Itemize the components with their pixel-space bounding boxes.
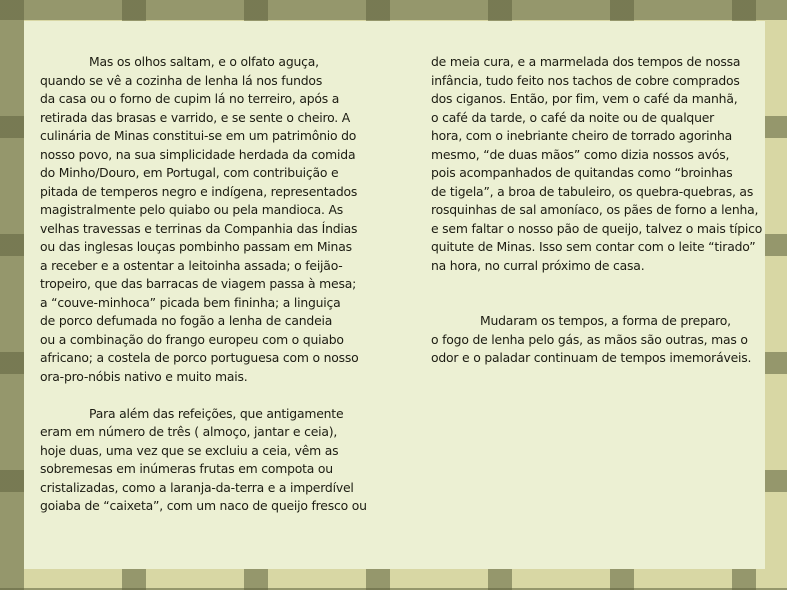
text-line: dos ciganos. Então, por fim, vem o café da manhã, <box>431 91 738 106</box>
text-line: pois acompanhados de quitandas como “broinhas <box>431 165 733 180</box>
text-line: o fogo de lenha pelo gás, as mãos são outras, mas o <box>431 331 748 347</box>
left-paragraph-2 <box>40 405 375 516</box>
text-line: e sem faltar o nosso pão de queijo, talvez o mais típico <box>431 220 763 236</box>
text-line: Mudaram os tempos, a forma de preparo, <box>480 313 731 328</box>
text-line: Mas os olhos saltam, e o olfato aguça, <box>89 54 319 69</box>
text-line: velhas travessas e terrinas da Companhia das Índias <box>40 220 358 236</box>
text-line: nosso povo, na sua simplicidade herdada da comida <box>40 146 356 162</box>
text-line: cristalizadas, como a laranja-da-terra e a imperdível <box>40 479 354 495</box>
text-line: ou das inglesas louças pombinho passam em Minas <box>40 239 352 254</box>
text-line: de tigela”, a broa de tabuleiro, os quebra-quebras, as <box>431 183 754 199</box>
text-line: africano; a costela de porco portuguesa com o nosso <box>40 350 359 365</box>
text-line: mesmo, “de duas mãos” como dizia nossos avós, <box>431 146 730 162</box>
text-line: da casa ou o forno de cupim lá no terreiro, após a <box>40 91 340 106</box>
text-line: magistralmente pelo quiabo ou pela mandioca. As <box>40 202 344 217</box>
text-line: do Minho/Douro, em Portugal, com contribuição e <box>40 165 339 180</box>
text-line: goiaba de “caixeta”, com um naco de queijo fresco ou <box>40 498 367 513</box>
text-line: quitute de Minas. Isso sem contar com o leite “tirado” <box>431 239 756 254</box>
text-line: rosquinhas de sal amoníaco, os pães de forno a lenha, <box>431 202 759 217</box>
text-line: Para além das refeições, que antigamente <box>89 405 344 421</box>
text-line: a “couve-minhoca” picada bem fininha; a linguiça <box>40 294 341 310</box>
paragraph-gap <box>431 275 761 312</box>
text-line: o café da tarde, o café da noite ou de qualquer <box>431 109 715 125</box>
right-paragraph-1 <box>431 53 761 275</box>
text-line: sobremesas em inúmeras frutas em compota ou <box>40 461 333 476</box>
text-line: retirada das brasas e varrido, e se sente o cheiro. A <box>40 109 351 125</box>
text-line: ou a combinação do frango europeu com o quiabo <box>40 331 344 347</box>
text-line: a receber e a ostentar a leitoinha assada; o feijão- <box>40 257 343 273</box>
right-column <box>431 53 761 368</box>
text-line: ora-pro-nóbis nativo e muito mais. <box>40 368 248 384</box>
text-line: hora, com o inebriante cheiro de torrado agorinha <box>431 128 733 143</box>
text-line: quando se vê a cozinha de lenha lá nos fundos <box>40 72 323 88</box>
right-paragraph-2 <box>431 312 761 368</box>
text-line: hoje duas, uma vez que se excluiu a ceia, vêm as <box>40 442 339 458</box>
text-line: de meia cura, e a marmelada dos tempos de nossa <box>431 54 741 69</box>
text-line: culinária de Minas constitui-se em um patrimônio do <box>40 128 357 143</box>
text-line: eram em número de três ( almoço, jantar e ceia), <box>40 424 338 439</box>
text-line: de porco defumada no fogão a lenha de candeia <box>40 313 333 328</box>
text-line: pitada de temperos negro e indígena, representados <box>40 183 358 199</box>
left-paragraph-1 <box>40 53 375 386</box>
text-line: tropeiro, que das barracas de viagem passa à mesa; <box>40 276 357 291</box>
text-line: odor e o paladar continuam de tempos imemoráveis. <box>431 350 752 365</box>
left-column <box>40 53 375 516</box>
text-line: na hora, no curral próximo de casa. <box>431 257 645 273</box>
text-line: infância, tudo feito nos tachos de cobre comprados <box>431 72 740 88</box>
paragraph-gap <box>40 386 375 405</box>
text-panel <box>24 21 765 569</box>
